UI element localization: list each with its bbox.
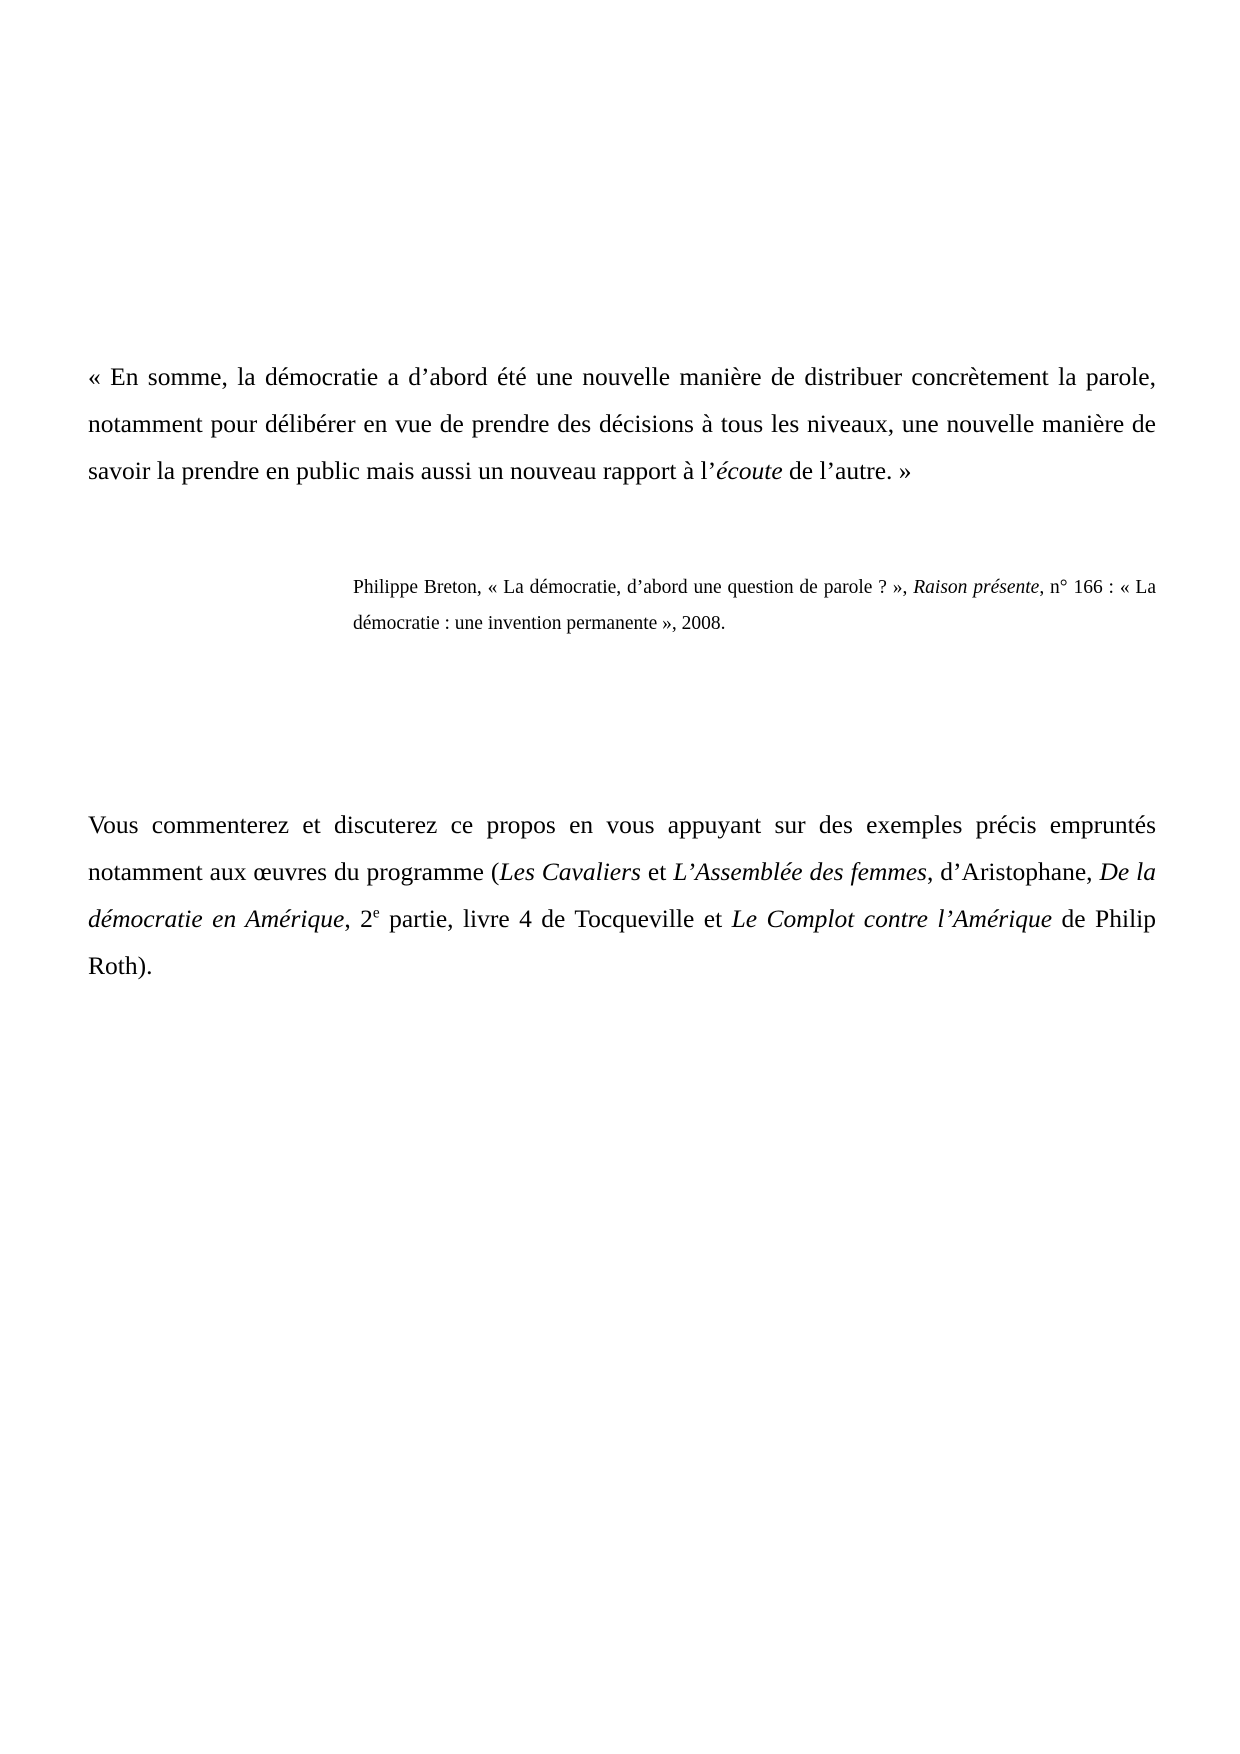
instruction-author-aristophane: , d’Aristophane, — [926, 857, 1100, 886]
instruction-and: et — [640, 857, 674, 886]
quotation-paragraph — [88, 353, 1156, 494]
work-les-cavaliers: Les Cavaliers — [499, 857, 641, 886]
source-journal: Raison présente — [913, 577, 1040, 598]
ordinal-superscript: e — [372, 904, 380, 922]
work-assemblee-des-femmes: L’Assemblée des femmes — [673, 857, 927, 886]
assignment-instruction — [88, 801, 1156, 989]
quote-emphasis: écoute — [716, 456, 783, 485]
source-author-title: Philippe Breton, « La démocratie, d’abord une question de parole ? », — [353, 577, 914, 598]
instruction-tocqueville: partie, livre 4 de Tocqueville et — [379, 904, 732, 933]
quote-text-end: de l’autre. » — [782, 456, 912, 485]
work-complot-contre-amerique: Le Complot contre l’Amérique — [731, 904, 1053, 933]
quote-text-start: « En somme, la démocratie a d’abord été une nouvelle manière de distribuer concrètement la parole, notamment pour délibérer en vue de prendre des décisions à tous les niveaux, une nouvelle manière de savoir la prendre en public mais aussi un nouveau rapport à l’ — [88, 362, 1156, 485]
quotation-source — [353, 570, 1156, 642]
work-democratie-en-amerique: De la démocratie en Amérique — [88, 857, 1156, 933]
source-issue: , n° 166 : « La démocratie : une invention permanente », 2008. — [353, 577, 1156, 634]
instruction-text-start: Vous commenterez et discuterez ce propos en vous appuyant sur des exemples précis empruntés notamment aux œuvres du programme ( — [88, 810, 1156, 886]
instruction-text-end: de Philip Roth). — [88, 904, 1156, 980]
instruction-part-number: , 2 — [344, 904, 373, 933]
